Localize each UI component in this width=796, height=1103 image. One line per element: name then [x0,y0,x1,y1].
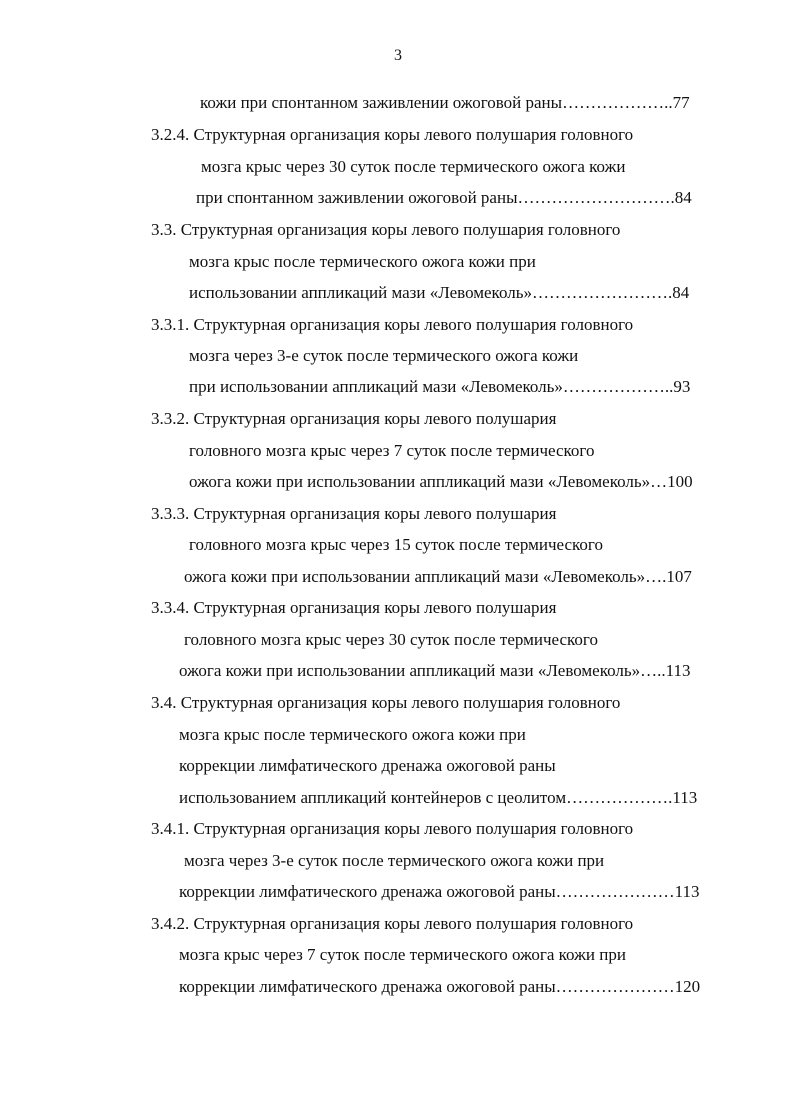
toc-line: 3.2.4. Структурная организация коры левого полушария головного [151,125,634,144]
toc-line: мозга через 3-е суток после термического ожога кожи [189,346,579,365]
toc-line: 3.3. Структурная организация коры левого полушария головного [151,220,621,239]
toc-line: коррекции лимфатического дренажа ожоговой раны [179,756,556,775]
toc-line: ожога кожи при использовании аппликаций мази «Левомеколь»…100 [189,472,693,491]
toc-line: мозга крыс после термического ожога кожи при [189,252,536,271]
toc-line: ожога кожи при использовании аппликаций мази «Левомеколь»….107 [184,567,692,586]
toc-line: 3.3.4. Структурная организация коры левого полушария [151,598,557,617]
toc-line: мозга крыс через 30 суток после термического ожога кожи [201,157,626,176]
toc-line: 3.3.1. Структурная организация коры левого полушария головного [151,315,634,334]
toc-line: при спонтанном заживлении ожоговой раны……………………….84 [196,188,692,207]
toc-line: головного мозга крыс через 7 суток после термического [189,441,595,460]
toc-line: 3.3.2. Структурная организация коры левого полушария [151,409,557,428]
toc-line: 3.4.1. Структурная организация коры левого полушария головного [151,819,634,838]
toc-line: головного мозга крыс через 30 суток после термического [184,630,598,649]
toc-line: головного мозга крыс через 15 суток после термического [189,535,603,554]
toc-line: мозга через 3-е суток после термического ожога кожи при [184,851,605,870]
toc-line: кожи при спонтанном заживлении ожоговой раны………………..77 [200,93,690,112]
toc-line: мозга крыс после термического ожога кожи при [179,725,526,744]
toc-line: коррекции лимфатического дренажа ожоговой раны…………………113 [179,882,700,901]
toc-line: 3.4.2. Структурная организация коры левого полушария головного [151,914,634,933]
toc-line: коррекции лимфатического дренажа ожоговой раны…………………120 [179,977,701,996]
toc-line: 3.4. Структурная организация коры левого полушария головного [151,693,621,712]
toc-line: использованием аппликаций контейнеров с цеолитом……………….113 [179,788,698,807]
toc-line: ожога кожи при использовании аппликаций мази «Левомеколь»…..113 [179,661,691,680]
page-number: 3 [394,47,402,64]
toc-line: при использовании аппликаций мази «Левомеколь»………………..93 [189,377,691,396]
toc-line: использовании аппликаций мази «Левомеколь»…………………….84 [189,283,690,302]
toc-line: 3.3.3. Структурная организация коры левого полушария [151,504,557,523]
toc-line: мозга крыс через 7 суток после термического ожога кожи при [179,945,626,964]
